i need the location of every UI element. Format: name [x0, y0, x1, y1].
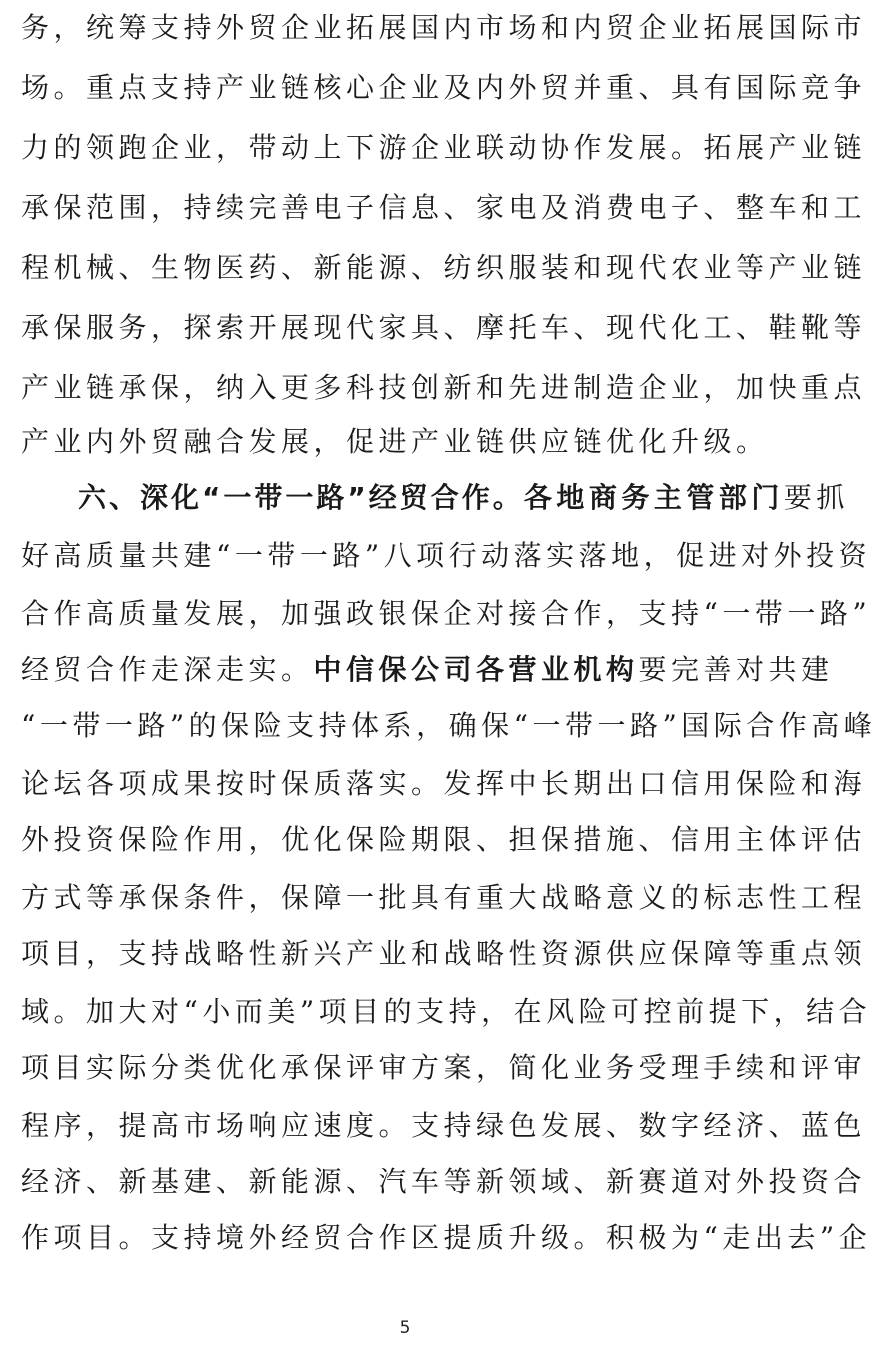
- paragraph-line: 产业链承保，纳入更多科技创新和先进制造企业，加快重点: [21, 371, 867, 404]
- paragraph-line: 务，统筹支持外贸企业拓展国内市场和内贸企业拓展国际市: [21, 11, 867, 44]
- paragraph-line: 程序，提高市场响应速度。支持绿色发展、数字经济、蓝色: [21, 1109, 867, 1142]
- paragraph-line: 项目，支持战略性新兴产业和战略性资源供应保障等重点领: [21, 937, 867, 970]
- paragraph-text: 要抓: [783, 481, 849, 514]
- responsible-party: 各地商务主管部门: [523, 481, 784, 514]
- paragraph-line: 承保服务，探索开展现代家具、摩托车、现代化工、鞋靴等: [21, 311, 867, 344]
- paragraph-line: 经济、新基建、新能源、汽车等新领域、新赛道对外投资合: [21, 1165, 867, 1198]
- paragraph-line: 承保范围，持续完善电子信息、家电及消费电子、整车和工: [21, 191, 867, 224]
- paragraph-line: 力的领跑企业，带动上下游企业联动协作发展。拓展产业链: [21, 131, 867, 164]
- paragraph-line: “一带一路”的保险支持体系，确保“一带一路”国际合作高峰: [21, 709, 876, 742]
- page-number: 5: [399, 1318, 411, 1338]
- responsible-party: 中信保公司各营业机构: [313, 653, 639, 686]
- paragraph-line: 作项目。支持境外经贸合作区提质升级。积极为“走出去”企: [21, 1221, 872, 1254]
- paragraph-line: 方式等承保条件，保障一批具有重大战略意义的标志性工程: [21, 881, 867, 914]
- paragraph-line: 外投资保险作用，优化保险期限、担保措施、信用主体评估: [21, 823, 867, 856]
- paragraph-line: [21, 644, 834, 696]
- section-heading-line: [78, 472, 849, 524]
- paragraph-line: 程机械、生物医药、新能源、纺织服装和现代农业等产业链: [21, 251, 867, 284]
- paragraph-line: 论坛各项成果按时保质落实。发挥中长期出口信用保险和海: [21, 767, 867, 800]
- paragraph-line: 域。加大对“小而美”项目的支持，在风险可控前提下，结合: [21, 995, 872, 1028]
- paragraph-line: 场。重点支持产业链核心企业及内外贸并重、具有国际竞争: [21, 71, 867, 104]
- paragraph-text: 经贸合作走深走实。: [21, 653, 314, 686]
- paragraph-line: 合作高质量发展，加强政银保企对接合作，支持“一带一路”: [21, 597, 872, 630]
- paragraph-line: 产业内外贸融合发展，促进产业链供应链优化升级。: [21, 425, 769, 458]
- paragraph-line: 好高质量共建“一带一路”八项行动落实落地，促进对外投资: [21, 539, 872, 572]
- paragraph-text: 要完善对共建: [638, 653, 834, 686]
- paragraph-line: 项目实际分类优化承保评审方案，简化业务受理手续和评审: [21, 1051, 867, 1084]
- section-heading: 六、深化“一带一路”经贸合作。: [78, 481, 524, 514]
